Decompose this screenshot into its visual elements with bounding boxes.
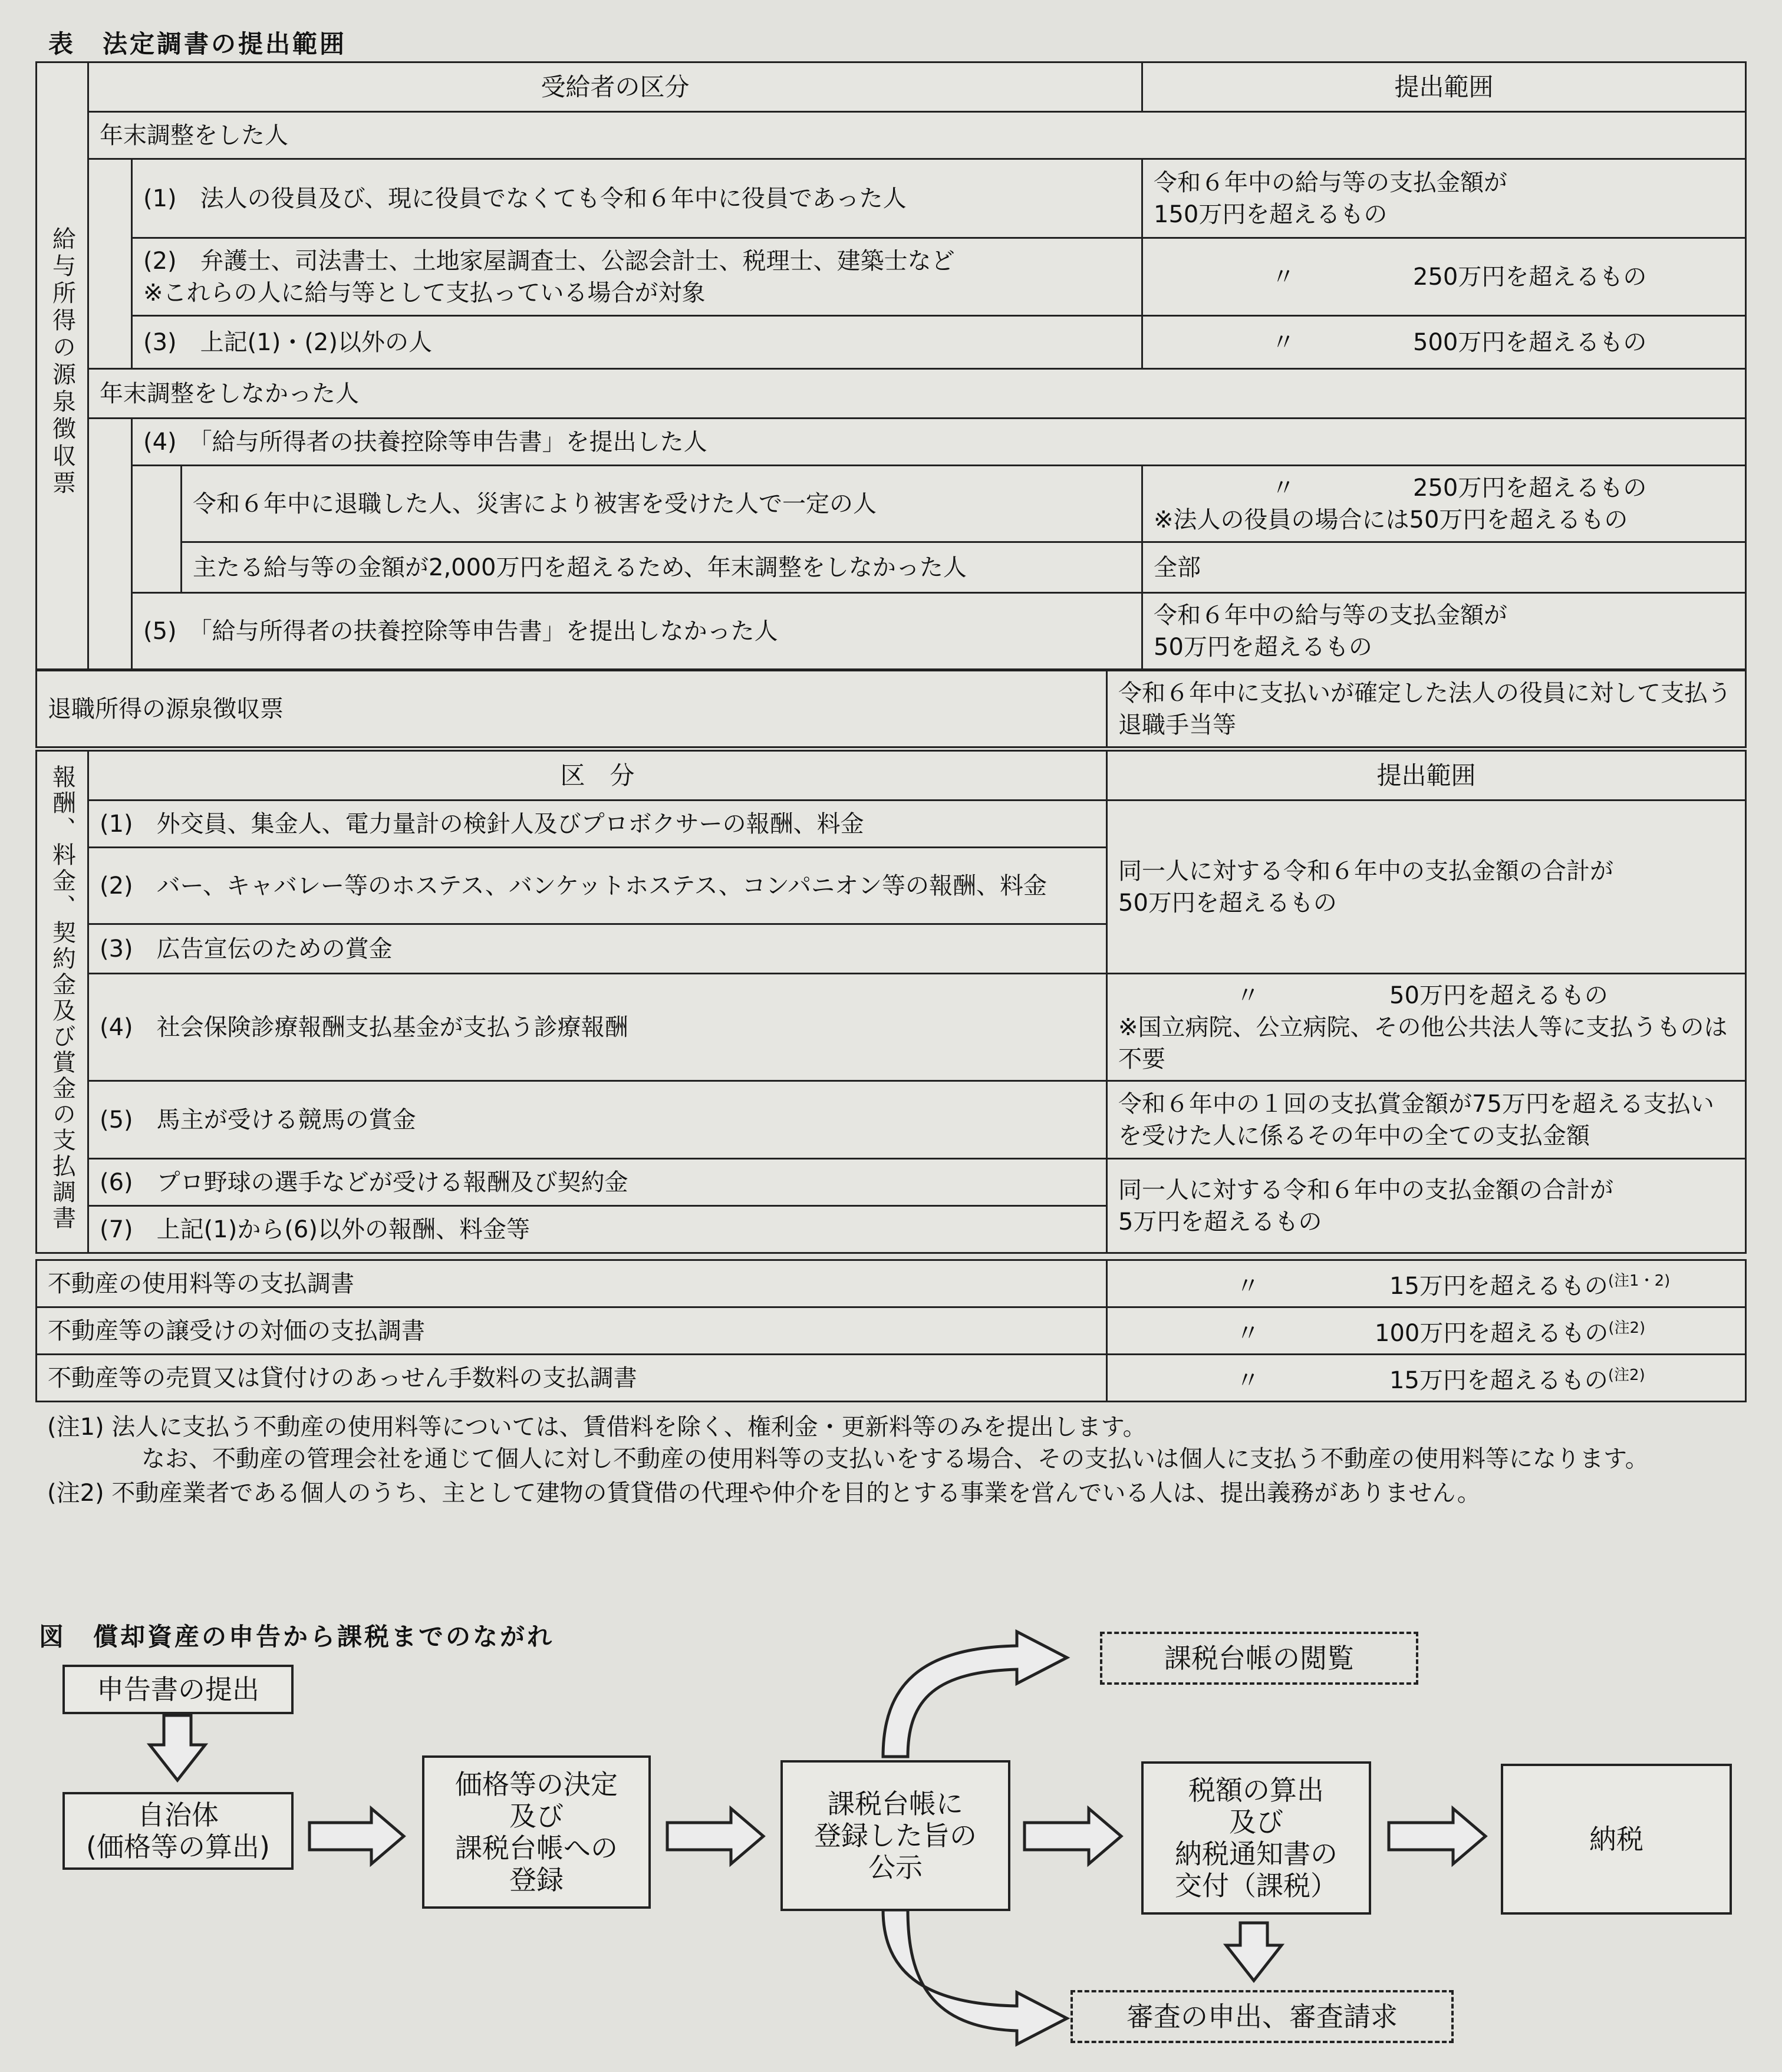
- taishoku-scope: 令和６年中に支払いが確定した法人の役員に対して支払う退職手当等: [1107, 671, 1746, 747]
- ditto-mark: 〃: [1272, 263, 1296, 291]
- scope-text: 令和６年中の給与等の支払金額が 50万円を超えるもの: [1154, 601, 1508, 661]
- flow-caption: 図 償却資産の申告から課税までのながれ: [39, 1622, 555, 1651]
- row-4-sub2: 主たる給与等の金額が2,000万円を超えるため、年末調整をしなかった人: [182, 542, 1142, 593]
- hoshu-row-2: (2) バー、キャバレー等のホステス、バンケットホステス、コンパニオン等の報酬、料金: [88, 848, 1107, 924]
- ditto-mark: 〃: [1272, 328, 1296, 356]
- arrow-right-3: [1025, 1809, 1121, 1864]
- scope-note: ※法人の役員の場合には50万円を超えるもの: [1154, 506, 1628, 533]
- scope-text: 同一人に対する令和６年中の支払金額の合計が 50万円を超えるもの: [1118, 857, 1613, 917]
- arrow-curve-up: [883, 1632, 1067, 1757]
- fudosan-row-1: 不動産の使用料等の支払調書: [37, 1260, 1107, 1307]
- ditto-mark: 〃: [1236, 1320, 1260, 1348]
- scope-text: 令和６年中の給与等の支払金額が 150万円を超えるもの: [1154, 169, 1508, 228]
- row-4: (4) 「給与所得者の扶養控除等申告書」を提出した人: [132, 419, 1746, 466]
- hoshu-row-6: (6) プロ野球の選手などが受ける報酬及び契約金: [88, 1159, 1107, 1206]
- flow-nozei: 納税: [1501, 1764, 1732, 1915]
- scope-text: 同一人に対する令和６年中の支払金額の合計が 5万円を超えるもの: [1118, 1176, 1613, 1236]
- arrow-right-4: [1389, 1809, 1485, 1864]
- ditto-mark: 〃: [1236, 1273, 1260, 1300]
- hoshu-vertical-text: 報酬、料金、契約金及び賞金の支払調書: [48, 764, 76, 1231]
- ditto-mark: 〃: [1272, 474, 1296, 502]
- hoshu-row-1: (1) 外交員、集金人、電力量計の検針人及びプロボクサーの報酬、料金: [88, 801, 1107, 848]
- note-mark: (注2): [1608, 1319, 1646, 1337]
- flow-etsuran: 課税台帳の閲覧: [1100, 1632, 1418, 1685]
- row-yes-2-label: (2) 弁護士、司法書士、土地家屋調査士、公認会計士、税理士、建築士など ※これらの人に給与等として支払っている場合が対象: [143, 247, 955, 307]
- ditto-mark: 〃: [1236, 1367, 1260, 1395]
- arrow-right-1: [309, 1809, 404, 1864]
- flow-jichitai: 自治体 (価格等の算出): [62, 1792, 294, 1870]
- fudosan-row-3: 不動産等の売買又は貸付けのあっせん手数料の支払調書: [37, 1355, 1107, 1402]
- scope-text: 500万円を超えるもの: [1413, 328, 1647, 356]
- flow-koji: 課税台帳に 登録した旨の 公示: [780, 1760, 1010, 1911]
- hoshu-row-3: (3) 広告宣伝のための賞金: [88, 924, 1107, 974]
- scope-text: 250万円を超えるもの: [1413, 263, 1647, 291]
- scope-text: 15万円を超えるもの: [1389, 1273, 1608, 1300]
- table-caption: 表 法定調書の提出範囲: [48, 29, 347, 58]
- hoshu-row-7: (7) 上記(1)から(6)以外の報酬、料金等: [88, 1206, 1107, 1253]
- scope-note: ※国立病院、公立病院、その他公共法人等に支払うものは不要: [1118, 1013, 1728, 1073]
- header-scope: 提出範囲: [1142, 62, 1746, 112]
- header-recipient: 受給者の区分: [88, 62, 1142, 112]
- row-yes-1: (1) 法人の役員及び、現に役員でなくても令和６年中に役員であった人: [132, 159, 1142, 238]
- scope-text: 100万円を超えるもの: [1375, 1320, 1609, 1348]
- hoshu-row-4: (4) 社会保険診療報酬支払基金が支払う診療報酬: [88, 974, 1107, 1081]
- flow-kettei: 価格等の決定 及び 課税台帳への 登録: [422, 1755, 651, 1909]
- note-mark: (注1・2): [1608, 1271, 1671, 1290]
- scope-text: 50万円を超えるもの: [1389, 981, 1608, 1009]
- header-kubun: 区 分: [88, 751, 1107, 801]
- taishoku-label: 退職所得の源泉徴収票: [37, 671, 1107, 747]
- scope-text: 250万円を超えるもの: [1413, 474, 1647, 502]
- arrow-curve-down: [883, 1910, 1067, 2044]
- row-5: (5) 「給与所得者の扶養控除等申告書」を提出しなかった人: [132, 593, 1142, 670]
- flow-shinsa: 審査の申出、審査請求: [1070, 1990, 1454, 2043]
- row-4-sub1: 令和６年中に退職した人、災害により被害を受けた人で一定の人: [182, 466, 1142, 542]
- nenmatsu-yes: 年末調整をした人: [88, 112, 1746, 159]
- fudosan-row-2: 不動産等の譲受けの対価の支払調書: [37, 1307, 1107, 1355]
- row-yes-3: (3) 上記(1)・(2)以外の人: [132, 316, 1142, 369]
- note-mark: (注2): [1608, 1366, 1645, 1384]
- arrow-down-shinkoku: [150, 1715, 205, 1780]
- note-2: (注2) 不動産業者である個人のうち、主として建物の賃貸借の代理や仲介を目的とする事業を営んでいる人は、提出義務がありません。: [47, 1480, 1481, 1507]
- kyuyo-vertical-text: 給与所得の源泉徴収票: [48, 226, 76, 498]
- scope-text: 15万円を超えるもの: [1389, 1367, 1608, 1395]
- hoshu-row-5: (5) 馬主が受ける競馬の賞金: [88, 1081, 1107, 1159]
- note-1-b: なお、不動産の管理会社を通じて個人に対し不動産の使用料等の支払いをする場合、その支払いは個人に支払う不動産の使用料等になります。: [141, 1445, 1649, 1473]
- nenmatsu-no: 年末調整をしなかった人: [88, 369, 1746, 419]
- header-scope: 提出範囲: [1107, 751, 1746, 801]
- ditto-mark: 〃: [1236, 981, 1260, 1009]
- arrow-down-zeigaku: [1226, 1923, 1282, 1981]
- row-4-sub2-scope: 全部: [1142, 542, 1746, 593]
- hoshu-scope-5: 令和６年中の１回の支払賞金額が75万円を超える支払いを受けた人に係るその年中の全ての支払金額: [1107, 1081, 1746, 1159]
- flow-shinkoku: 申告書の提出: [62, 1665, 294, 1714]
- note-1-a: (注1) 法人に支払う不動産の使用料等については、賃借料を除く、権利金・更新料等のみを提出します。: [47, 1414, 1147, 1441]
- arrow-right-2: [667, 1809, 763, 1864]
- flow-zeigaku: 税額の算出 及び 納税通知書の 交付（課税）: [1141, 1761, 1371, 1915]
